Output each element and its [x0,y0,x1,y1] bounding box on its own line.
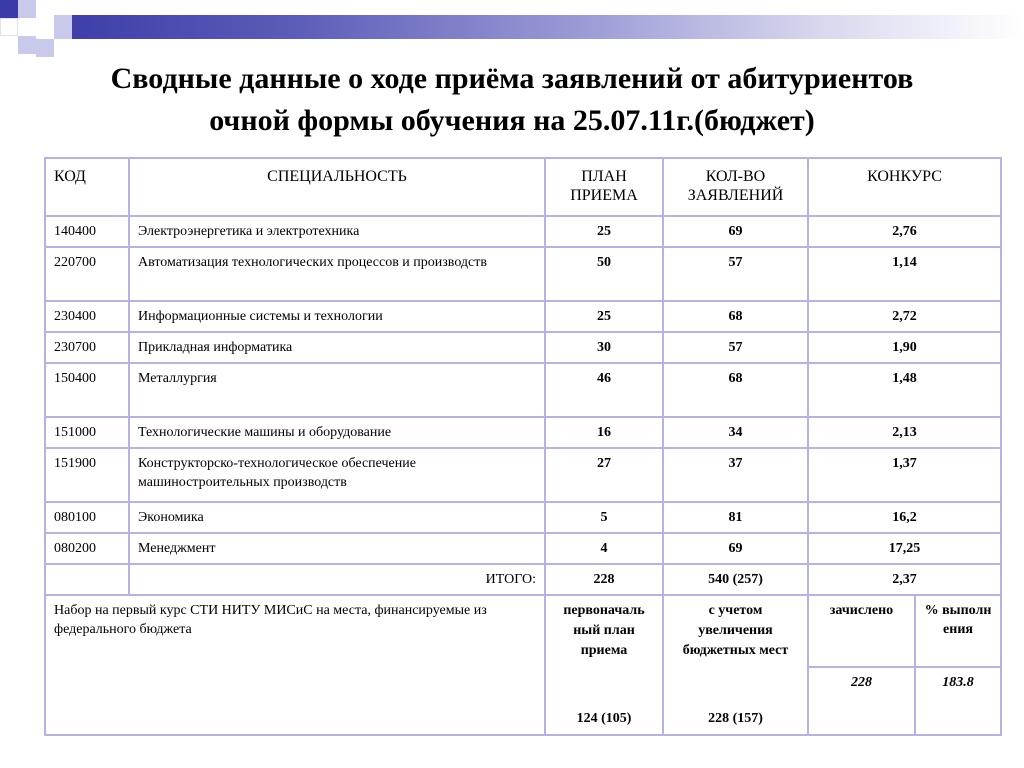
row-count: 57 [663,247,808,301]
row-code: 080100 [45,502,129,533]
row-plan: 4 [545,533,663,564]
footer-percent-header: % выполн ения [915,595,1001,667]
row-plan: 25 [545,301,663,332]
header-code: КОД [45,158,129,216]
title-line-2: очной формы обучения на 25.07.11г.(бюджет) [209,104,815,137]
table-row [45,363,1001,417]
row-plan: 50 [545,247,663,301]
row-count: 57 [663,332,808,363]
row-count: 34 [663,417,808,448]
total-competition: 2,37 [808,564,1001,595]
row-specialty: Информационные системы и технологии [129,301,545,332]
table-row [45,332,1001,363]
row-competition: 2,72 [808,301,1001,332]
row-code: 230700 [45,332,129,363]
footer-description: Набор на первый курс СТИ НИТУ МИСиС на места, финансируемые из федерального бюджета [45,595,545,735]
row-specialty: Конструкторско-технологическое обеспечение машиностроительных производств [129,448,545,502]
row-code: 230400 [45,301,129,332]
row-count: 69 [663,216,808,247]
table-row [45,301,1001,332]
row-competition: 16,2 [808,502,1001,533]
row-plan: 27 [545,448,663,502]
row-code: 080200 [45,533,129,564]
total-label: ИТОГО: [129,564,545,595]
deco-square [36,0,76,15]
footer-enrolled-header: зачислено [808,595,915,667]
table-row [45,247,1001,301]
footer-row-headers [45,595,1001,667]
row-count: 81 [663,502,808,533]
deco-square [54,15,72,39]
table-row [45,533,1001,564]
header-decoration [0,0,1024,60]
gradient-bar [36,15,1024,39]
row-competition: 1,90 [808,332,1001,363]
table-row [45,502,1001,533]
row-count: 69 [663,533,808,564]
row-specialty: Прикладная информатика [129,332,545,363]
deco-square [0,18,18,36]
row-plan: 30 [545,332,663,363]
deco-square [18,18,36,36]
header-count [663,158,808,216]
footer-initial-plan-header: первоначаль ный план приема [563,603,645,658]
page-title [40,58,984,142]
row-plan: 16 [545,417,663,448]
row-competition: 17,25 [808,533,1001,564]
footer-increased-value: 228 (157) [708,711,763,726]
row-plan: 46 [545,363,663,417]
header-plan [545,158,663,216]
row-specialty: Технологические машины и оборудование [129,417,545,448]
total-count: 540 (257) [663,564,808,595]
row-specialty: Металлургия [129,363,545,417]
header-count-line-1: КОЛ-ВО [705,168,766,185]
total-row [45,564,1001,595]
row-competition: 1,37 [808,448,1001,502]
row-code: 151000 [45,417,129,448]
header-competition: КОНКУРС [808,158,1001,216]
table-row [45,448,1001,502]
row-specialty: Менеджмент [129,533,545,564]
row-competition: 2,76 [808,216,1001,247]
row-competition: 1,48 [808,363,1001,417]
row-specialty: Экономика [129,502,545,533]
footer-initial-plan [545,595,663,735]
footer-increased-header: с учетом увеличения бюджетных мест [682,603,789,658]
row-count: 68 [663,301,808,332]
deco-square [36,39,54,57]
deco-square [36,15,54,39]
total-plan: 228 [545,564,663,595]
footer-initial-plan-value: 124 (105) [576,711,632,726]
row-count: 68 [663,363,808,417]
row-code: 140400 [45,216,129,247]
title-line-1: Сводные данные о ходе приёма заявлений от абитуриентов [110,62,914,95]
row-competition: 1,14 [808,247,1001,301]
row-count: 37 [663,448,808,502]
footer-percent-value: 183.8 [915,667,1001,735]
header-count-line-2: ЗАЯВЛЕНИЙ [687,187,784,204]
deco-square [18,0,36,18]
row-plan: 25 [545,216,663,247]
header-plan-line-2: ПРИЕМА [570,187,638,204]
row-specialty: Электроэнергетика и электротехника [129,216,545,247]
footer-enrolled-value: 228 [808,667,915,735]
row-plan: 5 [545,502,663,533]
deco-square [0,0,18,18]
footer-increased [663,595,808,735]
row-competition: 2,13 [808,417,1001,448]
deco-square [18,36,36,54]
row-specialty: Автоматизация технологических процессов и производств [129,247,545,301]
admissions-table [44,157,1002,736]
table-row [45,216,1001,247]
header-row [45,158,1001,216]
total-empty-cell [45,564,129,595]
header-plan-line-1: ПЛАН [581,168,627,185]
row-code: 150400 [45,363,129,417]
header-specialty: СПЕЦИАЛЬНОСТЬ [129,158,545,216]
row-code: 151900 [45,448,129,502]
table-row [45,417,1001,448]
row-code: 220700 [45,247,129,301]
